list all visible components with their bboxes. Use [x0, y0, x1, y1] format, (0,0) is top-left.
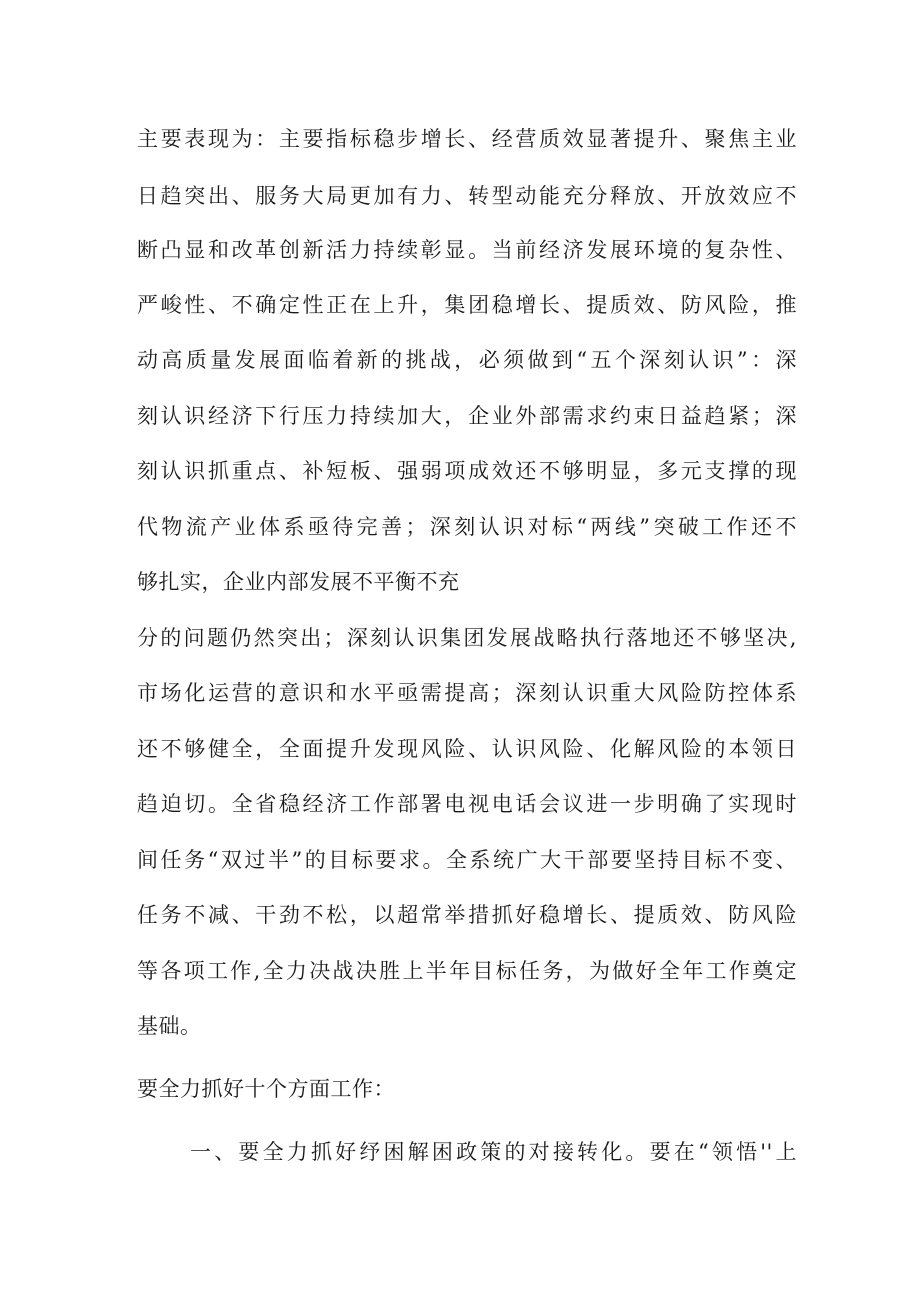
- paragraph-line: 还不够健全，全面提升发现风险、认识风险、化解风险的本领日: [137, 737, 797, 761]
- paragraph-line: 等各项工作,全力决战决胜上半年目标任务，为做好全年工作奠定: [137, 959, 797, 983]
- paragraph-line: 市场化运营的意识和水平亟需提高；深刻认识重大风险防控体系: [137, 681, 797, 705]
- paragraph-line: 严峻性、不确定性正在上升，集团稳增长、提质效、防风险，推: [137, 293, 797, 317]
- paragraph-line: 动高质量发展面临着新的挑战，必须做到“五个深刻认识”：深: [137, 348, 797, 372]
- paragraph-line: 日趋突出、服务大局更加有力、转型动能充分释放、开放效应不: [137, 184, 797, 208]
- paragraph-line: 分的问题仍然突出；深刻认识集团发展战略执行落地还不够坚决,: [137, 626, 797, 650]
- paragraph-line: 趋迫切。全省稳经济工作部署电视电话会议进一步明确了实现时: [137, 792, 797, 816]
- paragraph-line: 基础。: [137, 1014, 202, 1038]
- paragraph-line: 刻认识抓重点、补短板、强弱项成效还不够明显，多元支撑的现: [137, 459, 797, 483]
- paragraph-line: 代物流产业体系亟待完善；深刻认识对标“两线”突破工作还不: [137, 515, 797, 539]
- item-heading-line: 一、要全力抓好纾困解困政策的对接转化。要在“领悟''上: [190, 1140, 797, 1164]
- paragraph-line: 够扎实，企业内部发展不平衡不充: [137, 570, 460, 594]
- paragraph-line: 任务不减、干劲不松，以超常举措抓好稳增长、提质效、防风险: [137, 903, 797, 927]
- section-intro-line: 要全力抓好十个方面工作：: [137, 1077, 395, 1101]
- paragraph-line: 断凸显和改革创新活力持续彰显。当前经济发展环境的复杂性、: [137, 238, 797, 262]
- paragraph-line: 刻认识经济下行压力持续加大，企业外部需求约束日益趋紧；深: [137, 404, 797, 428]
- paragraph-line: 主要表现为：主要指标稳步增长、经营质效显著提升、聚焦主业: [137, 127, 797, 151]
- paragraph-line: 间任务“双过半”的目标要求。全系统广大干部要坚持目标不变、: [137, 848, 797, 872]
